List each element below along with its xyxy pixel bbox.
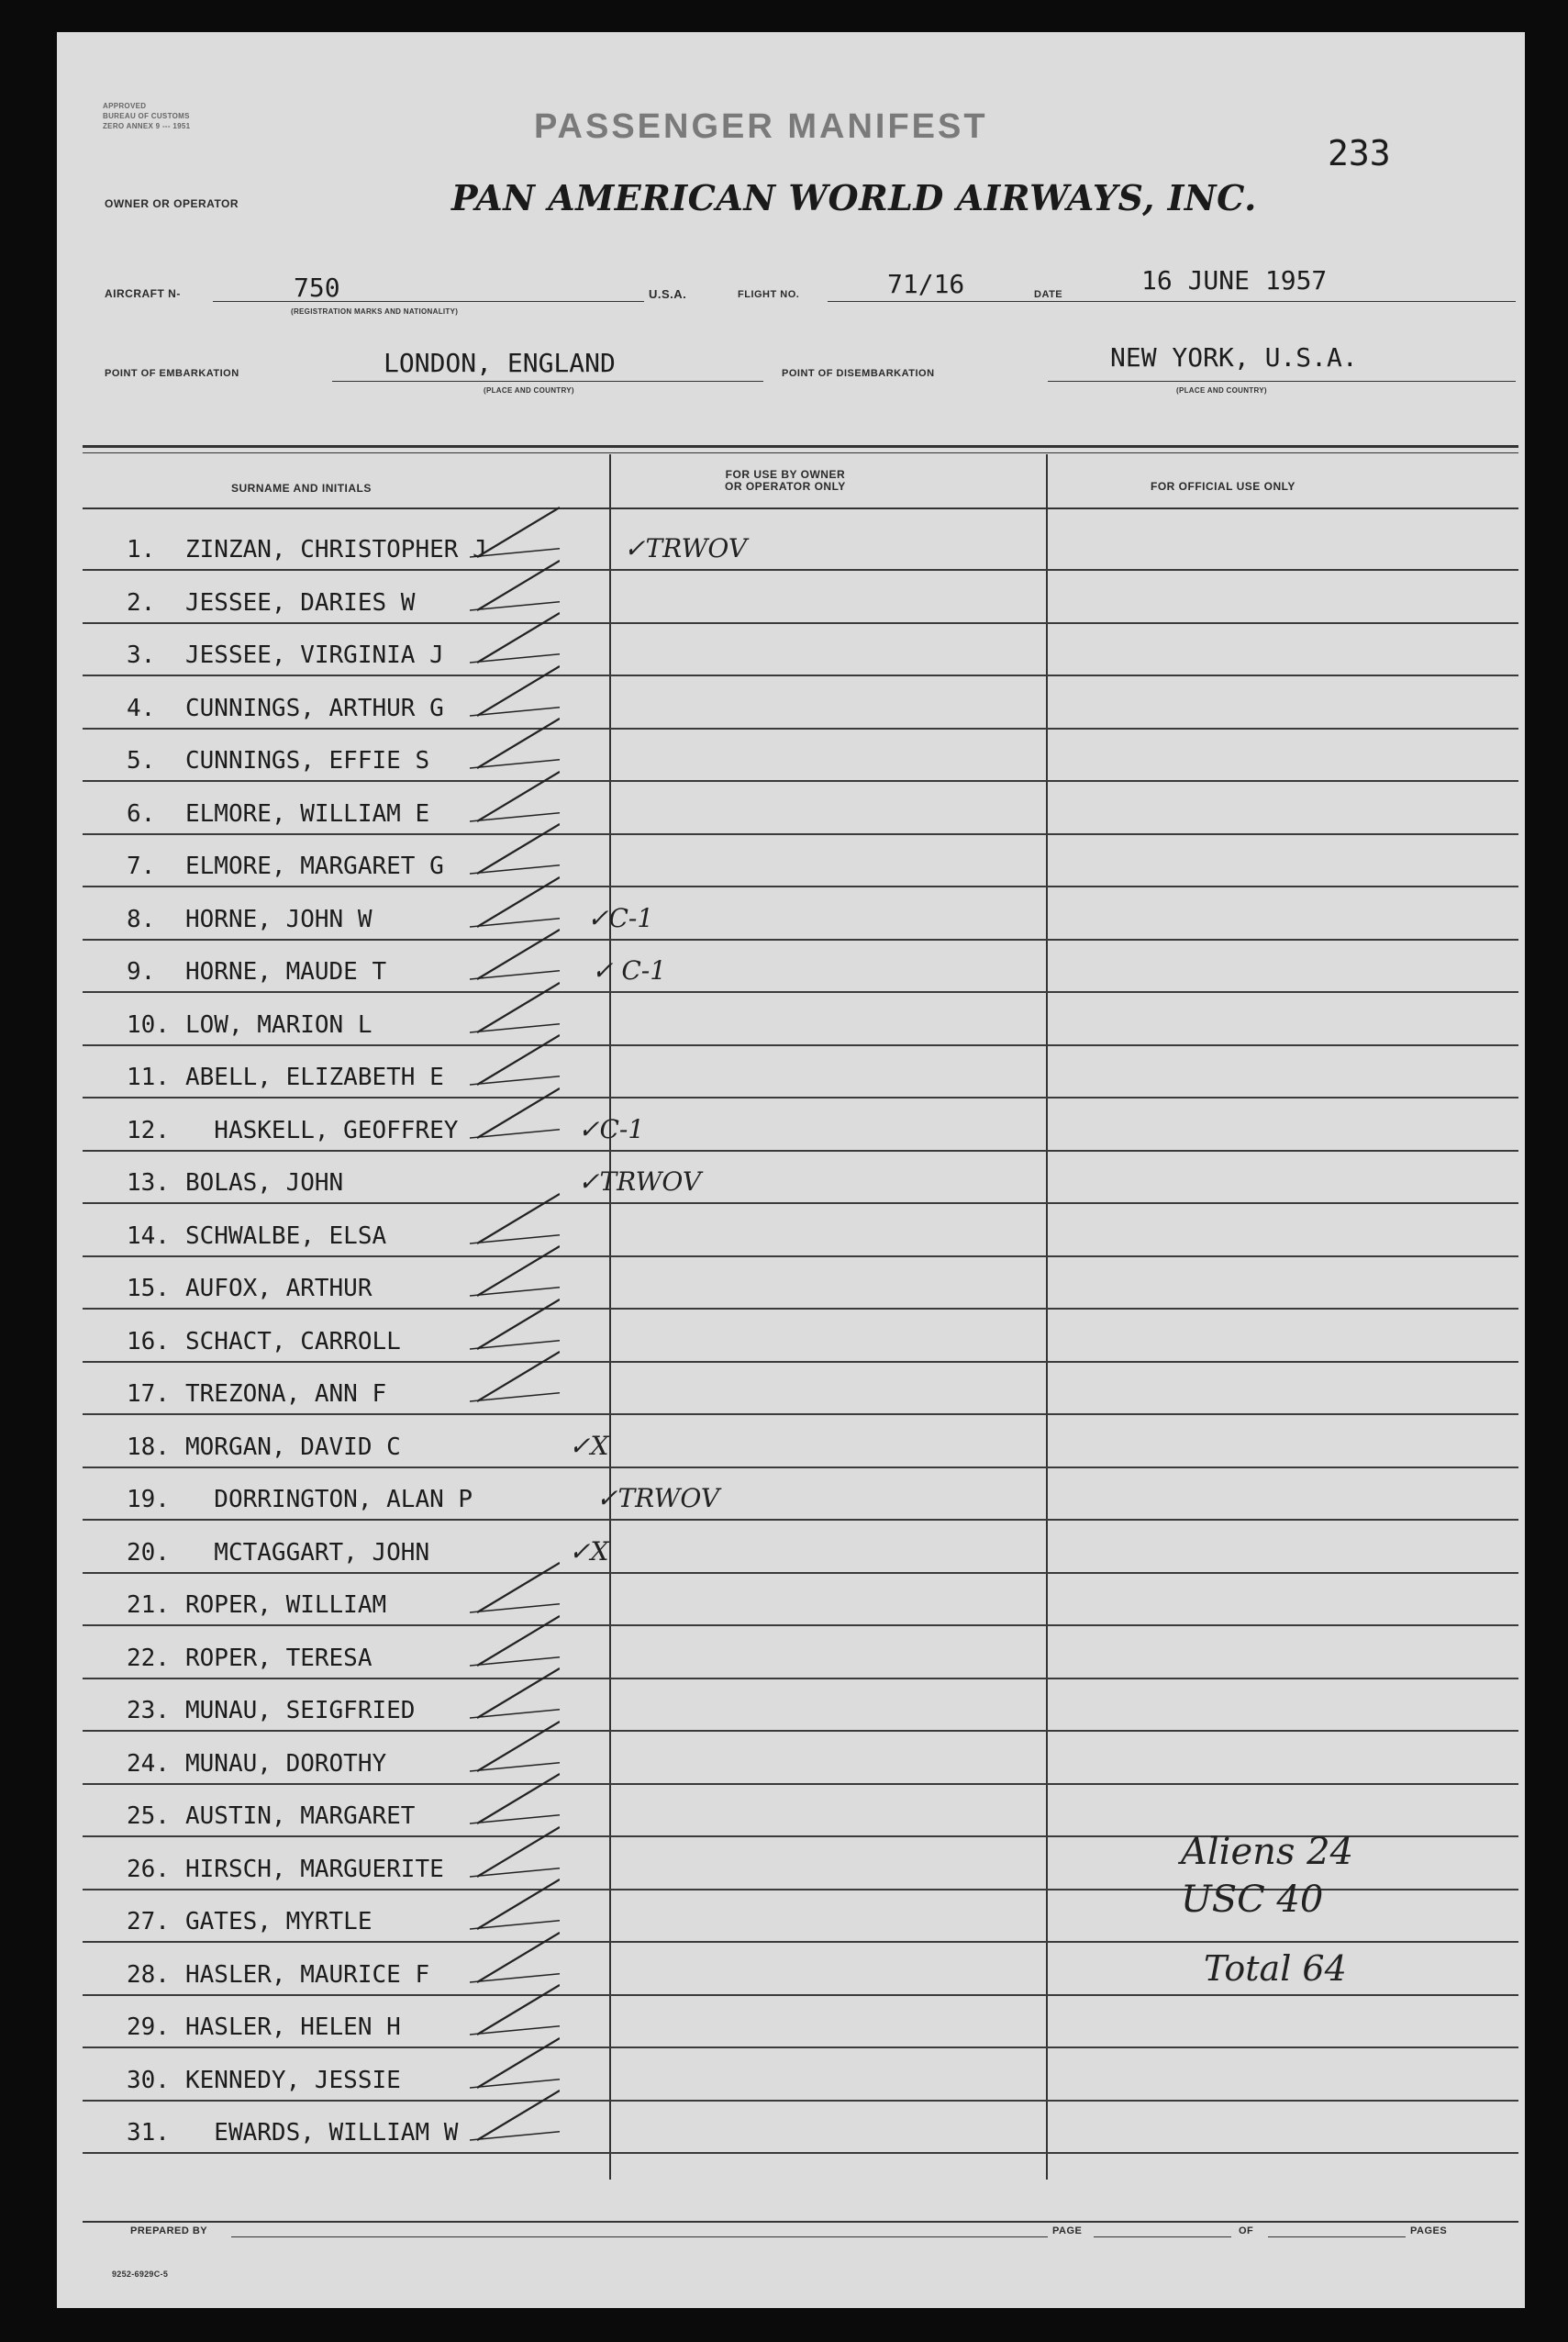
row-number: 3. xyxy=(127,641,156,669)
table-row xyxy=(83,888,1518,941)
aircraft-value: 750 xyxy=(294,273,340,303)
passenger-name: SCHACT, CARROLL xyxy=(185,1327,401,1355)
row-number: 27. xyxy=(127,1908,170,1935)
passenger-name: HORNE, JOHN W xyxy=(185,905,373,933)
flight-label: FLIGHT NO. xyxy=(738,289,800,300)
row-rule xyxy=(83,2152,1518,2154)
row-number: 25. xyxy=(127,1802,170,1830)
of-label: OF xyxy=(1239,2225,1254,2236)
row-number: 10. xyxy=(127,1010,170,1039)
handwritten-note: ✓X xyxy=(569,1535,609,1567)
handwritten-note: ✓X xyxy=(569,1430,609,1461)
row-number: 6. xyxy=(127,799,156,828)
table-row xyxy=(83,1363,1518,1415)
date-label: DATE xyxy=(1034,289,1063,300)
table-row xyxy=(83,1679,1518,1732)
passenger-name: MUNAU, DOROTHY xyxy=(185,1749,387,1778)
row-number: 13. xyxy=(127,1169,170,1197)
passenger-name: ROPER, TERESA xyxy=(185,1644,373,1672)
table-row xyxy=(83,783,1518,835)
row-number: 23. xyxy=(127,1697,170,1724)
passenger-name: SCHWALBE, ELSA xyxy=(185,1221,387,1250)
passenger-name: ELMORE, MARGARET G xyxy=(185,853,444,880)
table-row xyxy=(83,624,1518,676)
row-number: 22. xyxy=(127,1644,170,1672)
passenger-name: ELMORE, WILLIAM E xyxy=(185,799,430,828)
row-number: 11. xyxy=(127,1064,170,1091)
footer-rule xyxy=(83,2221,1518,2223)
passenger-name: CUNNINGS, ARTHUR G xyxy=(185,694,444,722)
row-number: 8. xyxy=(127,905,156,933)
table-row xyxy=(83,1416,1518,1468)
date-value: 16 JUNE 1957 xyxy=(1141,265,1328,296)
check-tally-mark xyxy=(431,2083,560,2147)
col-header-surname: SURNAME AND INITIALS xyxy=(231,482,372,495)
form-code: 9252-6929C-5 xyxy=(112,2270,169,2279)
table-row xyxy=(83,2102,1518,2154)
disembarkation-sub: (PLACE AND COUNTRY) xyxy=(1176,386,1267,395)
official-note-usc: USC 40 xyxy=(1181,1879,1324,1921)
row-number: 7. xyxy=(127,853,156,880)
row-number: 2. xyxy=(127,588,156,617)
manifest-sheet xyxy=(57,32,1525,2308)
passenger-name: ROPER, WILLIAM xyxy=(185,1591,387,1619)
passenger-name: ABELL, ELIZABETH E xyxy=(185,1064,444,1091)
passenger-name: MUNAU, SEIGFRIED xyxy=(185,1697,416,1724)
handwritten-note: ✓ C-1 xyxy=(592,955,667,986)
passenger-name: HASLER, MAURICE F xyxy=(185,1960,430,1989)
row-number: 30. xyxy=(127,2066,170,2094)
passenger-name: LOW, MARION L xyxy=(185,1010,373,1039)
table-top-rule xyxy=(83,445,1518,448)
official-note-aliens: Aliens 24 xyxy=(1181,1831,1354,1873)
table-row xyxy=(83,730,1518,782)
row-number: 20. xyxy=(127,1538,170,1567)
aircraft-sub: (REGISTRATION MARKS AND NATIONALITY) xyxy=(291,307,459,316)
passenger-name: HASLER, HELEN H xyxy=(185,2013,401,2041)
check-tally-mark xyxy=(431,1344,560,1409)
table-row xyxy=(83,835,1518,887)
row-number: 14. xyxy=(127,1221,170,1250)
aircraft-label: AIRCRAFT N- xyxy=(105,287,181,300)
row-number: 28. xyxy=(127,1960,170,1989)
disembarkation-value: NEW YORK, U.S.A. xyxy=(1110,342,1358,373)
handwritten-note: ✓TRWOV xyxy=(578,1166,702,1197)
table-row xyxy=(83,1468,1518,1521)
passenger-name: DORRINGTON, ALAN P xyxy=(185,1486,473,1513)
page-number: 233 xyxy=(1328,133,1391,173)
table-row xyxy=(83,1152,1518,1204)
passenger-name: GATES, MYRTLE xyxy=(185,1908,373,1935)
handwritten-note: ✓TRWOV xyxy=(596,1483,720,1513)
row-number: 16. xyxy=(127,1327,170,1355)
document-title: PASSENGER MANIFEST xyxy=(534,107,988,146)
passenger-name: BOLAS, JOHN xyxy=(185,1169,344,1197)
row-number: 17. xyxy=(127,1380,170,1408)
handwritten-note: ✓C-1 xyxy=(587,902,654,933)
table-row xyxy=(83,1046,1518,1099)
row-number: 21. xyxy=(127,1591,170,1619)
owner-label: OWNER OR OPERATOR xyxy=(105,197,239,210)
table-row xyxy=(83,994,1518,1046)
passenger-name: JESSEE, DARIES W xyxy=(185,588,416,617)
row-number: 12. xyxy=(127,1116,170,1144)
table-row xyxy=(83,2049,1518,2102)
passenger-name: AUSTIN, MARGARET xyxy=(185,1802,416,1830)
passenger-name: CUNNINGS, EFFIE S xyxy=(185,747,430,775)
row-number: 19. xyxy=(127,1486,170,1513)
passenger-name: HIRSCH, MARGUERITE xyxy=(185,1855,444,1883)
passenger-name: ZINZAN, CHRISTOPHER J xyxy=(185,536,487,563)
table-row xyxy=(83,1574,1518,1626)
disembarkation-label: POINT OF DISEMBARKATION xyxy=(782,368,935,379)
row-number: 15. xyxy=(127,1275,170,1302)
handwritten-note: ✓C-1 xyxy=(578,1113,645,1144)
table-row xyxy=(83,941,1518,993)
prepared-by-label: PREPARED BY xyxy=(130,2225,208,2236)
passenger-name: HORNE, MAUDE T xyxy=(185,958,387,986)
passenger-name: KENNEDY, JESSIE xyxy=(185,2066,401,2094)
embarkation-value: LONDON, ENGLAND xyxy=(384,348,616,378)
row-number: 5. xyxy=(127,747,156,775)
approval-stamp: APPROVED BUREAU OF CUSTOMS ZERO ANNEX 9 --- 1951 xyxy=(103,102,191,130)
table-row xyxy=(83,1257,1518,1310)
row-number: 9. xyxy=(127,958,156,986)
passenger-name: MCTAGGART, JOHN xyxy=(185,1538,430,1567)
passenger-name: MORGAN, DAVID C xyxy=(185,1433,401,1461)
passenger-name: HASKELL, GEOFFREY xyxy=(185,1116,459,1144)
row-number: 29. xyxy=(127,2013,170,2041)
pages-label: PAGES xyxy=(1410,2225,1448,2236)
table-row xyxy=(83,1996,1518,2048)
official-note-total: Total 64 xyxy=(1204,1948,1347,1989)
table-row xyxy=(83,1627,1518,1679)
owner-value: PAN AMERICAN WORLD AIRWAYS, INC. xyxy=(451,177,1257,218)
embarkation-label: POINT OF EMBARKATION xyxy=(105,368,239,379)
col-header-owner-use: FOR USE BY OWNER OR OPERATOR ONLY xyxy=(725,468,846,493)
check-tally-mark xyxy=(431,1081,560,1145)
col-header-official-use: FOR OFFICIAL USE ONLY xyxy=(1151,480,1296,493)
table-row xyxy=(83,1522,1518,1574)
table-row xyxy=(83,1733,1518,1785)
passenger-name: TREZONA, ANN F xyxy=(185,1380,387,1408)
nationality: U.S.A. xyxy=(649,287,687,301)
table-row xyxy=(83,677,1518,730)
table-row xyxy=(83,1205,1518,1257)
handwritten-note: ✓TRWOV xyxy=(624,533,748,563)
row-number: 4. xyxy=(127,694,156,722)
row-number: 18. xyxy=(127,1433,170,1461)
row-number: 24. xyxy=(127,1749,170,1778)
table-row xyxy=(83,1785,1518,1837)
passenger-name: AUFOX, ARTHUR xyxy=(185,1275,373,1302)
passenger-name: EWARDS, WILLIAM W xyxy=(185,2119,459,2147)
embarkation-sub: (PLACE AND COUNTRY) xyxy=(484,386,574,395)
row-number: 31. xyxy=(127,2119,170,2147)
page-label: PAGE xyxy=(1052,2225,1083,2236)
flight-value: 71/16 xyxy=(887,269,965,299)
table-row xyxy=(83,519,1518,571)
table-row xyxy=(83,572,1518,624)
row-number: 1. xyxy=(127,536,156,563)
table-row xyxy=(83,1099,1518,1152)
row-number: 26. xyxy=(127,1855,170,1883)
passenger-name: JESSEE, VIRGINIA J xyxy=(185,641,444,669)
table-row xyxy=(83,1310,1518,1363)
